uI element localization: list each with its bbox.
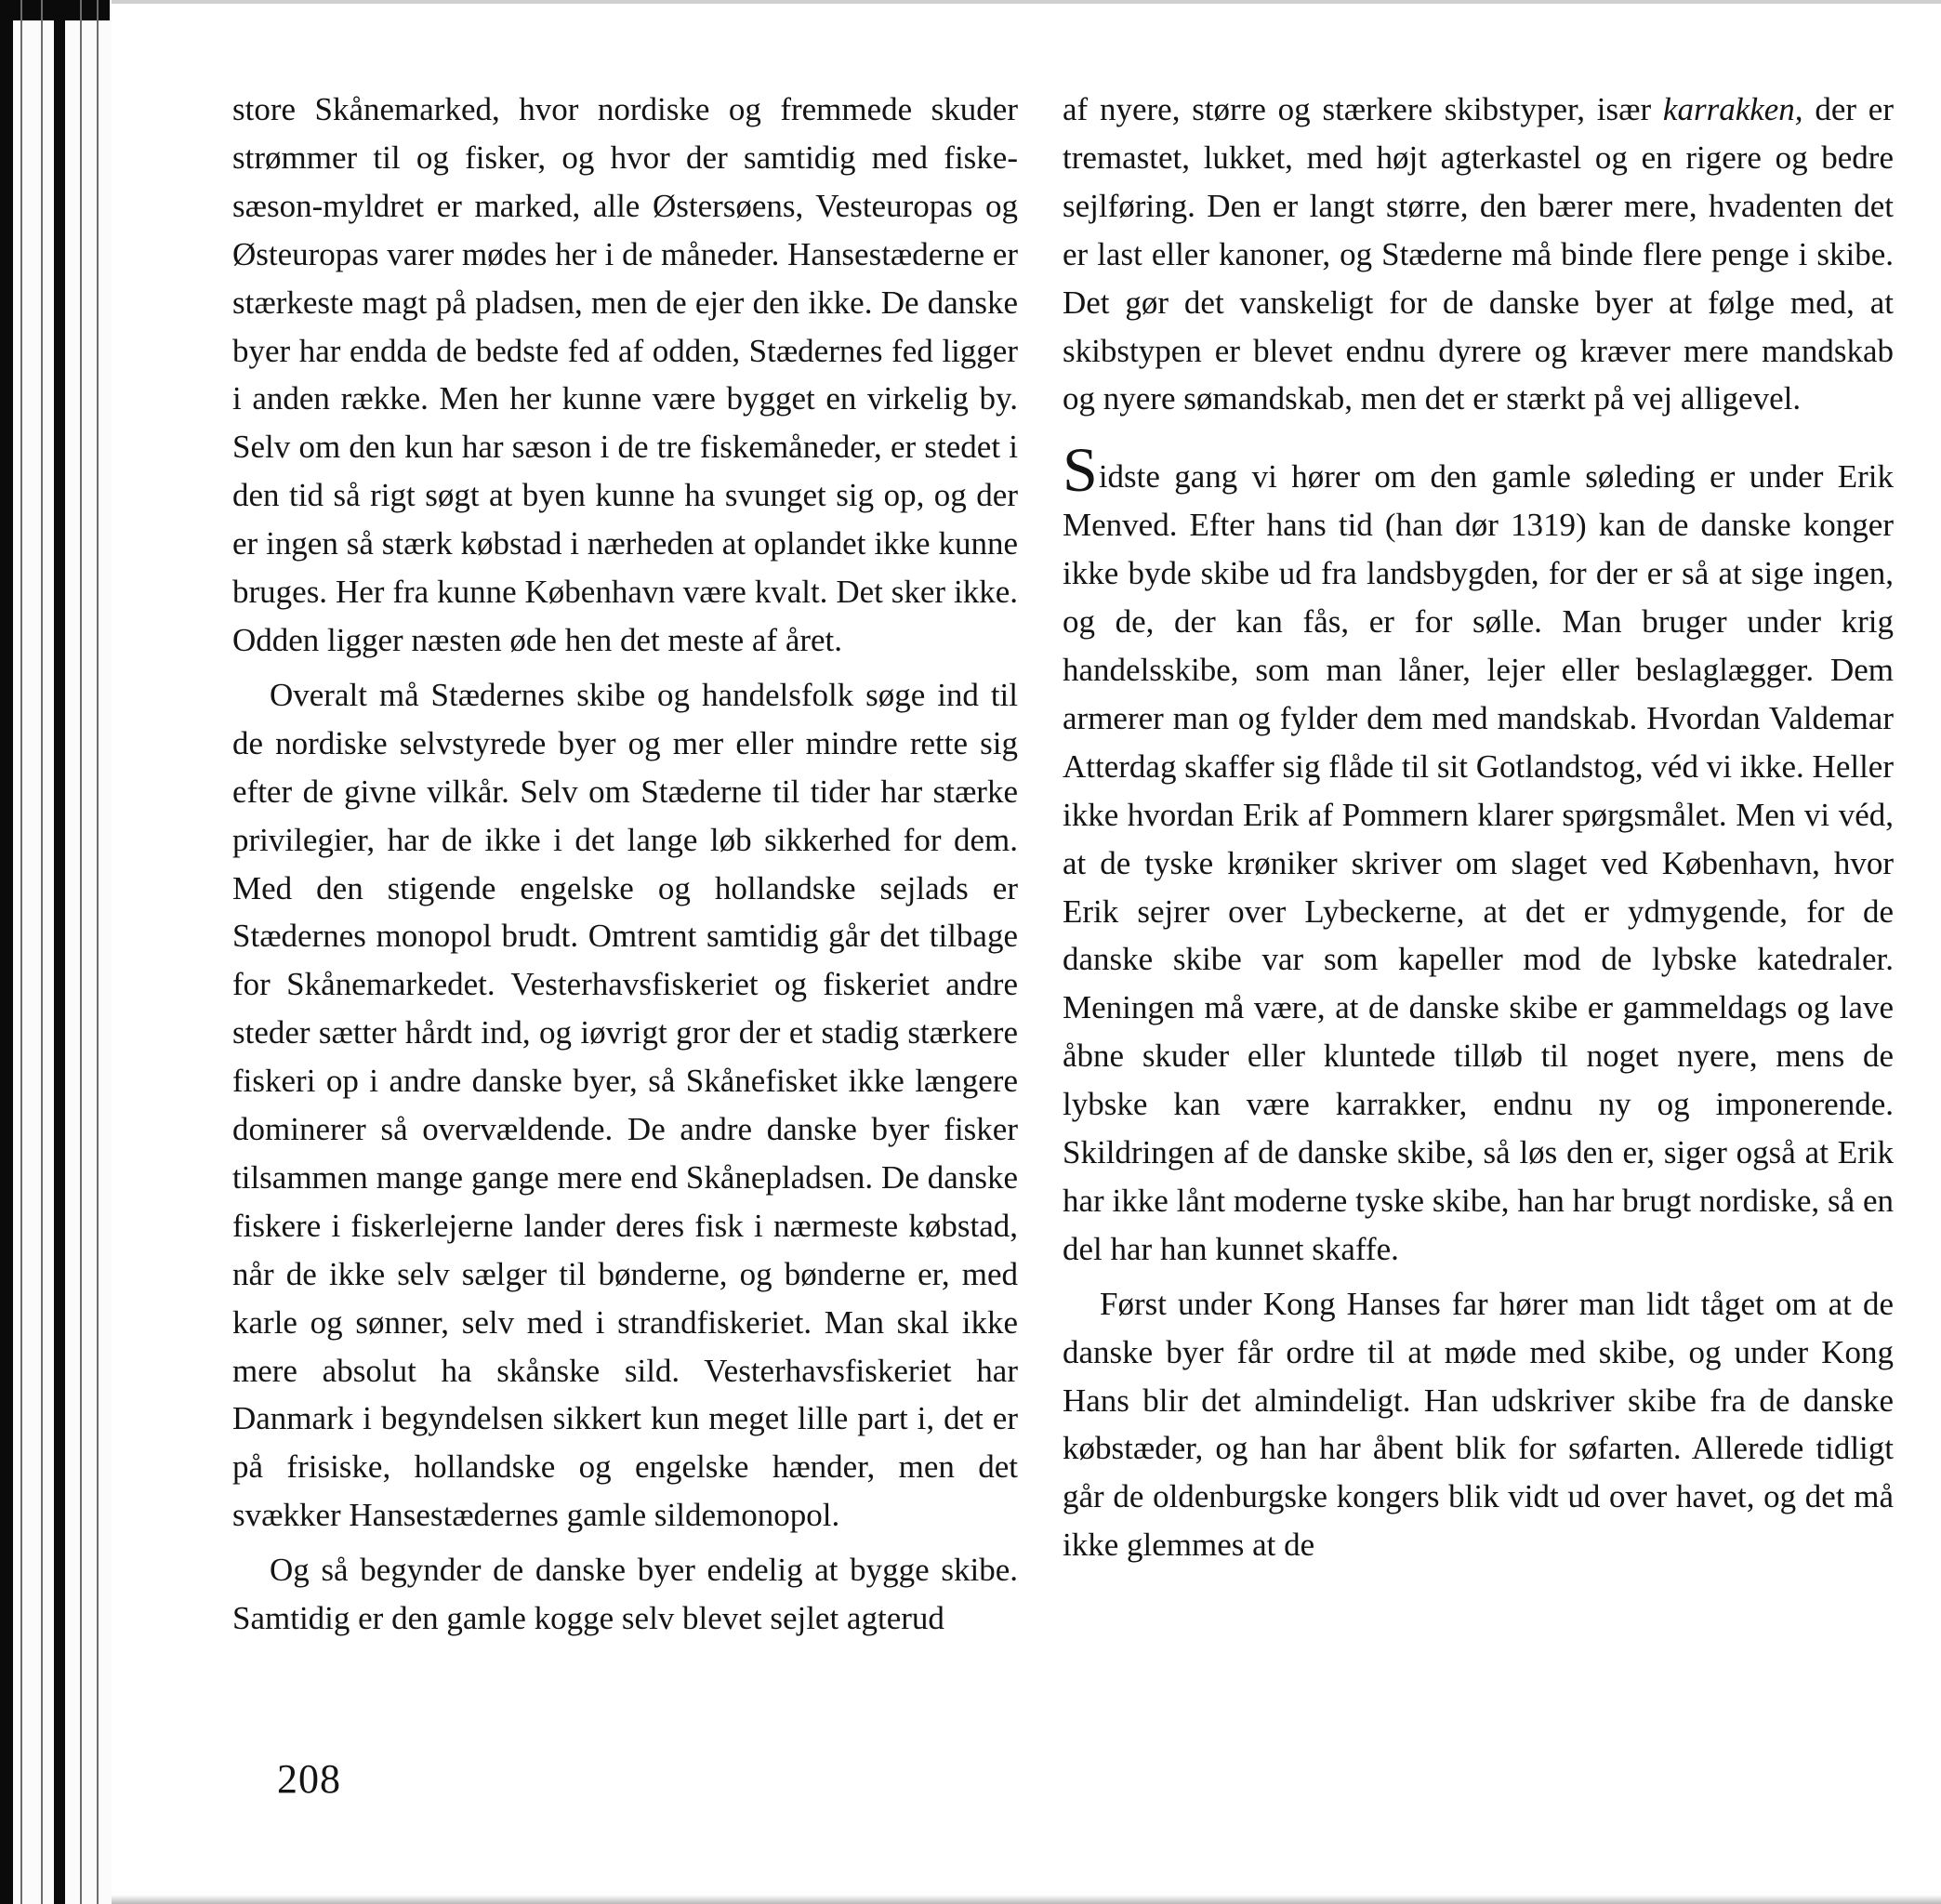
text-run: idste gang vi hører om den gamle søleding er under Erik Menved. Efter hans tid (han dør 1319) kan de danske konger ikke byde skibe ud fra landsbygden, for der er så at sige ingen, og de, der kan fås, er for sølle. Man bruger under krig handelsskibe, som man låner, lejer eller beslaglægger. Dem armerer man og fylder dem med mandskab. Hvordan Valdemar Atterdag skaffer sig flåde til sit Gotlandstog, véd vi ikke. Heller ikke hvordan Erik af Pommern klarer spørgsmålet. Men vi véd, at de tyske krøniker skriver om slaget ved København, hvor Erik sejrer over Lybeckerne, at det er ydmygende, for de danske skibe var som kapeller mod de lybske katedraler. Meningen må være, at de danske skibe er gammeldags og lave åbne skuder eller kluntede tilløb til noget nyere, mens de lybske kan være karrakker, endnu ny og imponerende. Skildringen af de danske skibe, så løs den er, siger også at Erik har ikke lånt moderne tyske skibe, han har brugt nordiske, så en del har han kunnet skaffe.	[1063, 458, 1894, 1267]
page-edge-line	[20, 0, 22, 1904]
paragraph	[1063, 434, 1894, 1273]
page-edge-line	[80, 0, 82, 1904]
right-text-column	[1063, 86, 1894, 1569]
book-spine-edge	[54, 0, 65, 1904]
page-number: 208	[277, 1756, 341, 1802]
paragraph: Og så begynder de danske byer endelig at bygge skibe. Samtidig er den gamle kogge selv blevet sejlet agterud	[232, 1552, 1018, 1637]
paragraph	[1063, 86, 1894, 423]
page-top-edge	[112, 0, 1941, 4]
paragraph: Først under Kong Hanses far hører man lidt tåget om at de danske byer får ordre til at møde med skibe, og under Kong Hans blir det almindeligt. Han udskriver skibe fra de danske købstæder, og han har åbent blik for søfarten. Allerede tidligt går de oldenburgske kongers blik vidt ud over havet, og det må ikke glemmes at de	[1063, 1285, 1894, 1564]
book-spine-top	[0, 0, 110, 20]
emphasized-term: karrakken,	[1662, 91, 1803, 127]
drop-cap: S	[1063, 434, 1098, 506]
text-run: af nyere, større og stærkere skibstyper, især	[1063, 91, 1663, 127]
paragraph: store Skånemarked, hvor nordiske og fremmede skuder strømmer til og fisker, og hvor der samtidig med fiske-sæson-myldret er marked, alle Østersøens, Vesteuropas og Østeuropas varer mødes her i de måneder. Hansestæderne er stærkeste magt på pladsen, men de ejer den ikke. De danske byer har endda de bedste fed af odden, Stædernes fed ligger i anden række. Men her kunne være bygget en virkelig by. Selv om den kun har sæson i de tre fiskemåneder, er stedet i den tid så rigt søgt at byen kunne ha svunget sig op, og der er ingen så stærk købstad i nærheden at oplandet ikke kunne bruges. Her fra kunne København være kvalt. Det sker ikke. Odden ligger næsten øde hen det meste af året.	[232, 91, 1018, 658]
book-spine-edge	[0, 0, 13, 1904]
text-run: der er tremastet, lukket, med højt agterkastel og en rigere og bedre sejlføring. Den er langt større, den bærer mere, hvadenten det er last eller kanoner, og Stæderne må binde flere penge i skibe. Det gør det vanskeligt for de danske byer at følge med, at skibstypen er blevet endnu dyrere og kræver mere mandskab og nyere sømandskab, men det er stærkt på vej alligevel.	[1063, 91, 1894, 417]
page-edge-line	[41, 0, 43, 1904]
page-edge-line	[97, 0, 99, 1904]
left-text-column	[232, 86, 1018, 1643]
page-bottom-edge	[112, 1895, 1941, 1904]
paragraph: Overalt må Stædernes skibe og handelsfolk søge ind til de nordiske selvstyrede byer og mer eller mindre rette sig efter de givne vilkår. Selv om Stæderne til tider har stærke privilegier, har de ikke i det lange løb sikkerhed for dem. Med den stigende engelske og hollandske sejlads er Stædernes monopol brudt. Omtrent samtidig går det tilbage for Skånemarkedet. Vesterhavsfiskeriet og fiskeriet andre steder sætter hårdt ind, og iøvrigt gror der et stadig stærkere fiskeri op i andre danske byer, så Skånefisket ikke længere dominerer så overvældende. De andre danske byer fisker tilsammen mange gange mere end Skånepladsen. De danske fiskere i fiskerlejerne lander deres fisk i nærmeste købstad, når de ikke selv sælger til bønderne, og bønderne er, med karle og sønner, selv med i strandfiskeriet. Man skal ikke mere absolut ha skånske sild. Vesterhavsfiskeriet har Danmark i begyndelsen sikkert kun meget lille part i, det er på frisiske, hollandske og engelske hænder, men det svækker Hansestædernes gamle sildemonopol.	[232, 676, 1018, 1534]
